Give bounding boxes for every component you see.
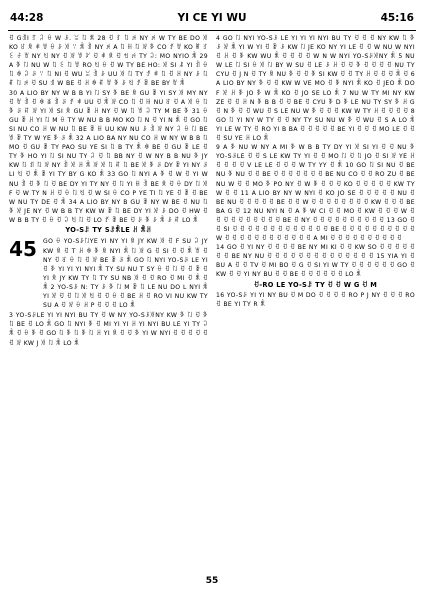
chapter-start (9, 237, 208, 310)
page-number: 55 (205, 576, 219, 586)
chapter-number: 45 (9, 237, 37, 262)
running-header (10, 10, 414, 26)
left-column (9, 34, 208, 568)
verse-block: GO ꂷ YO-SꌠꇁYE YI NY YI ꌋ JY KW ꑟ ꀀ F SU ꃀ JY KW ꌋ ꀀ T ꃅ ꊿ ꃆ ꌋ NYI ꐨ ꇁ ꑟ G ꀀ SI ꀀ ꀀ ꐨ ꇐ ꀀ NY ꀀ ꋒ ꂷ ꇁ ꀀ ꑟ BE ꄿ ꌠ ꐨ GO ꇁ NYI YO-Sꌠ LE YI ꀀ ꃆ YI YI YI NYI ꐨ TY SU NU T SY ꂷ ꀀ ꇁ ꀀ ꀀ ꄿ ꀀ YI ꌋ JY KW TY ꇁ TY SU NB ꑟ ꀀ ꀀ RO ꀀ MI ꀀ ꐨ ꀀ ꐨ 2 YO-Sꌠ N: TY ꌠ ꃆ ꇁ M ꄿ ꇁ LE NU DO L NYI ꐨ YI ꑟ ꀀ ꀀ ꇁ ꑟ ꄔ ꀀ ꀀ ꂷ ꀀ BE ꃅ ꀀ RO VI NU KW TY SU A ꀀ ꑟ ꂷ ꃅ P ꀀ ꀀ ꀀ LO ꐨ (43, 238, 208, 310)
header-title: YI CE YI WU (177, 12, 247, 24)
verse-block: ꀀ GꀉI ꆈ ꃀ ꂷ W ꌠ. ꈍ ꇁ ꐨ 28 ꀀ ꆏ ꇁ ꉌ NY ꉌ W TY BE DO ꑟ KO ꋒ ꌋ ꑌ ꇐ ꂷ ꌠ ꑟ ꈌ ꐨ ꀉ NY ꉌ A ꇁ ꀍ ꇁ ꑟ ꃆ CO ꀋ ꇐ KO ꂵ ꆏ ꏂ ꄐ ꇐ NY ꄔ NY ꀀ ꑟ ꇐ ꃢ ꀀ ꑌ ꌋ ꀀ ꈐ ꉌ TY ꃀ: MO NYIO ꐨ 29 A ꃆ ꇁ NU W ꇁ ꏂ ꇁ ꇐ RO ꄔ ꂷ ꀀ W TY BE HO: ꑟ SI ꂿ YI ꀉ ꂷ ꇁ ꊿ ꃀ ꌠ ꈌ ꇁ NI ꀀ WU ꈍ ꀉ ꌠ UU ꑟ ꇁ TY ꀋ ꑌ ꇁ ꀀ ꃅ NY ꌠ ꇁ ꐥ ꇁ ꉌ ꀀ SU ꀊ W BE ꀀ ꃅ ꊿ ꐥ ꇐ ꃆ ꌠ ꄔ ꀋ ꄿ BE BY ꇐ ꐨ (9, 35, 208, 88)
verse-block: 4 GO ꇁ NYI YO-Sꌠ LE YI YI YI NYI BU TY ꀀ ꀀ ꀀ NY KW ꇁ ꃆ ꌠ ꑟ ꐨ YI W YI ꀀ ꄿ ꌠ KW ꇁ JE KO NY YI LE ꀀ ꀀ W NU W NYI ꀀ ꃅ ꀀ ꃆ KW WU ꐨ ꀀ ꀀ ꀀ ꀀ W N W NYI YO-SꌠꑟNY ꐨ 5 NU W LE ꇁ SI ꂷ ꑟ ꇁ BY W SU ꀀ LE ꌠ ꃅ ꀀ ꀀ ꃆ ꀀ ꀀ ꀀ ꀀ NU TY CYU ꀀ J N ꀀ TY ꌋ NU ꃆ ꀀ ꀀ ꃆ SI KW ꀀ ꀀ TY ꃅ ꀀ ꀀ ꀀ ꐨ ꀀ 6 A LIO BY NY ꃆ ꀀ ꀀ KW W VE MO ꀀ ꃆ NYI ꐨ KO ꀀ JEO ꐨ DO F ꑟ ꃅ ꃆ JO ꃆ W ꐨ KO ꀀ JO SE LO ꐨ 7 NU W TY MI NY KW ZE ꀀ ꀀ ꃅ N ꃆ B B ꀀ ꀀ BE ꀀ CYU ꃆ D ꃆ LE NU TY SY ꃆ ꃅ G ꀀ N ꃆ ꀀ ꀀ WU ꀀ S LE NU W ꃆ ꀀ ꀀ ꀀ KW W TY ꃅ ꀀ ꀀ ꀀ ꀀ 8 GO ꇁ YI NY W TY ꀀ ꀀ NY TY SU NU W ꃆ ꀀ WU ꀀ S A LO ꐨ YI LE W TY ꀀ RO YI B BA ꀀ ꀀ ꀀ ꀀ ꀀ BE YI ꀀ ꀀ ꀀ MO LE ꀀ ꀀ ꀀ SU YE ꃅ LO ꐨ (216, 35, 415, 143)
verse-block: 30 A LIO BY NY W B B YI ꇁ SY ꃆ BE ꌋ GU ꄿ YI SY ꑟ MY NY ꀀ ꇐ ꀉ ꀀ ꊿ ꁧ ꀉ ꌠ ꀋ ꑌ UU ꀀ ꐨ ꑟ CO ꇁ ꀀ ꀍ NU ꋒ ꀀ A ꑟ ꂷ ꇁ ꃆ ꌠ ꐥ ꑟ YI ꑟ SI ꌋ GU ꄿ ꃅ NY ꀀ W ꇁ ꇐ ꃀ TY M BE ꃆ 31 ꂷ GU ꄿ ꃅ YI ꇁ M ꂷ TY W NU B B MO KO ꇁ N ꀀ YI N ꐨ ꀀ GO ꇁ SI NU CO ꃅ W NU ꇁ BE ꄿ ꀍ UU KW NU ꌠ ꀉ ꑟ NY ꃀ ꂷ ꇁ BE ꇐ ꄿ TY W YE ꃆ ꌠ ꐨ 32 A LIO BA NY NU CO ꃅ W NY W B B ꇁ MO ꀀ GU ꄿ TY PAO SU YE SI ꇁ B TY ꐨ ꊿ BE ꀀ GU ꄿ LE ꀀ TY ꃆ HO YI ꇁ SI NU TY ꃀ ꀀ ꇁ BB NY ꀀ W NY B B NU ꃆ JY KW ꇁ ꀊ ꇁ ꑟ NY ꀉ ꑟ ꃅ ꐨ ꑟ ꑟ ꇁ ꐥ ꇁ BE ꑟ ꃆ ꌠ DY ꄿ YI NY ꌠ LI ꄔ ꀀ ꐨ ꄿ YI TY BY G KO ꐨ 33 GO ꇁ NYI A ꃆ ꀀ W ꀀ YI W NU ꀉ ꀀ ꃆ ꇁ ꀀ BE DY YI TY NY ꀀ ꇁ YI ꀍ ꀉ BE ꌋ ꀀ ꂷ DY ꇁ ꑟ F ꀀ W TY N ꃅ ꀀ ꂷ ꇁ ꄔ ꀀ W SI ꂷ CO P YE TI ꇁ YE ꀀ ꄿ ꀀ BE W NU TY DE ꀀ ꐨ 34 A LIO BY NY B GU ꄿ NY W BE ꀀ NU ꇁ ꃆ ꑟ JE NY ꀀ W B B TY KW W ꄿ ꇁ BE DY YI ꑟ ꌠ DO ꀀ HW ꀀ W B B TY ꀀ ꂷ ꀀ ꃀ ꄔ ꇁ ꀀ LO ꀋ ꄿ BE ꀀ ꌠ ꃆ ꌠ ꐨ ꌠ ꐥ LO ꐨ (9, 89, 208, 224)
verse-block: 9 A ꃆ NU W NY A MI ꃆ W B B TY DY YI ꑟ SI YI ꀀ ꀀ NU ꃆ YO-SꌠLE ꀀ ꀀ S LE KW TY YI ꀀ ꀀ MO ꇁ ꀀ ꇁ JO ꀀ SI ꑟ YE ꃅ ꀀ ꀀ ꀀ ꀀ V LE LE ꀀ ꀀ ꀀ W TY YY ꀀ ꐨ 10 GO ꇁ SI NU ꀀ BE NU ꃆ NU ꀀ ꀀ BE ꀀ ꀀ ꀀ ꀀ ꀀ ꀀ ꀀ BE NU CO ꀀ ꀀ RO ZU ꀀ BE NU W ꀀ ꀀ MO ꃆ PO NY ꀀ W ꃆ ꀀ ꀀ ꀀ KO ꀀ ꀀ ꀀ ꀀ ꀀ KW TY W ꀀ ꀀ 11 A LIO BY NY W NYI ꀀ KO JO SE ꀀ ꀀ ꀀ ꀀ ꀀ NU ꀀ BE NU ꀀ ꀀ ꀀ ꀀ ꀀ BE ꀀ ꀀ W ꀀ ꀀ ꀀ ꀀ ꀀ ꀀ ꀀ ꀀ KW ꀀ ꀀ ꀀ BE BA G ꀀ 12 NU NYI N ꀀ A ꃆ W CI ꀀ ꀀ MO ꀀ KW ꀀ ꀀ ꀀ W ꀀ ꀀ ꀀ ꀀ ꀀ ꀀ ꀀ ꀀ ꀀ ꀀ BE ꀀ NY ꀀ ꀀ ꀀ ꀀ ꀀ ꀀ ꀀ ꀀ ꀀ ꀀ 13 GO ꀀ ꀀ SI ꀀ ꀀ ꀀ ꀀ ꀀ ꀀ ꀀ ꀀ ꀀ ꀀ ꀀ ꀀ ꀀ BE ꀀ ꀀ ꀀ ꀀ ꀀ ꀀ ꀀ ꀀ ꀀ ꀀ W ꀀ ꀀ ꀀ ꀀ ꀀ ꀀ ꀀ ꀀ ꀀ ꀀ ꀀ ꀀ A MI ꀀ ꀀ ꀀ ꀀ ꀀ ꀀ ꀀ ꀀ ꀀ ꀀ (216, 144, 415, 243)
header-left-reference: 44:28 (10, 12, 44, 24)
verse-block: 3 YO-SꌠLE YI YI NYI BU TY ꀀ W NY YO-SꌠꑟNY KW ꃆ ꇁ ꀀ ꃆ ꇁ BE ꀀ LO ꐨ GO ꇁ NYI ꃆ ꀀ MI YI YI ꃅ YI NYI BU LE YI TY ꃀ ꐨ ꀀ ꂷ ꃆ ꀀ GO ꇁ ꃆ ꇁ ꃆ ꇁ ꃅ YI ꌋ ꀀ ꀀ ꃆ YI W NYI ꀀ ꀀ ꀀ ꀀ ꀀ ꀀ ꑟ KW J ꑟ ꇁ ꐨ LO ꐨ (9, 312, 208, 347)
section-heading: YO-Sꌠ TY SꌠꐨLE ꃅ ꐨꃅ (65, 225, 152, 234)
text-columns (9, 34, 415, 568)
header-rule (8, 30, 416, 31)
verse-block: 14 GO ꀀ YI NY ꀀ ꀀ ꀀ ꀀ BE NY MI KI ꀀ ꀀ KW SO ꀀ ꀀ ꀀ ꀀ ꀀ ꀀ ꀀ BE NY NU ꀀ ꀀ ꀀ ꀀ ꀀ ꀀ ꀀ ꀀ ꀀ ꀀ ꀀ ꀀ ꀀ ꀀ 15 YIA YI ꀀ BU A ꀀ ꀀ TV ꀀ MI BO ꀀ G ꀀ SI YI W TY ꀀ ꀀ ꀀ ꀀ ꀀ ꀀ GO ꀀ KW ꀀ ꀀ YI NY BU ꀀ ꀀ BE ꀀ ꀀ ꀀ ꀀ ꀀ ꀀ LO ꐨ (216, 244, 415, 279)
right-column (216, 34, 415, 568)
header-right-reference: 45:16 (380, 12, 414, 24)
verse-block: 16 YO-Sꌠ YI YI NY BU ꀀ M DO ꀀ ꀀ ꀀ ꀀ RO P J NY ꀀ ꀀ ꀀ RO ꀀ BE YI TY R ꐨ (216, 292, 415, 309)
section-heading: ꀀ-RO LE YO-Sꌠ TY ꀀ ꀀ W G ꀀ M (253, 280, 378, 289)
